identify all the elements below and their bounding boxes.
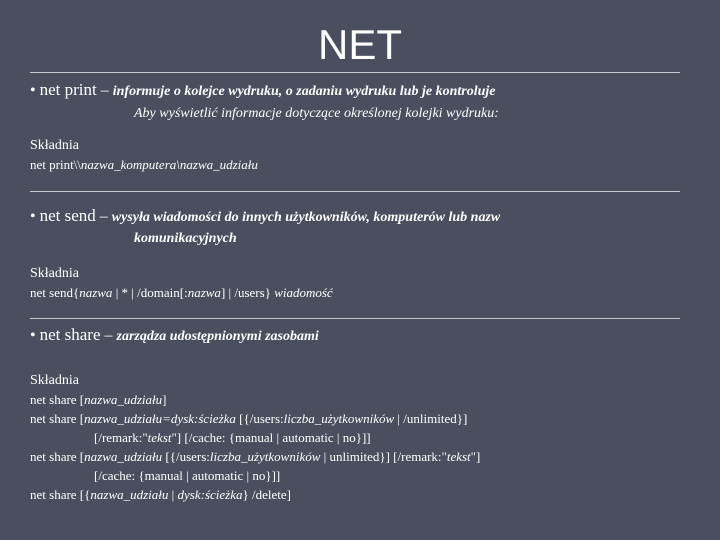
section-net-share xyxy=(30,324,690,504)
syntax-text: net print\\ xyxy=(30,157,81,172)
syntax-line xyxy=(30,409,690,428)
syntax-text: net share [ xyxy=(30,392,85,407)
sub-description: Aby wyświetlić informacje dotyczące określonej kolejki wydruku: xyxy=(134,106,499,121)
syntax-line xyxy=(30,485,690,504)
syntax-text: net share [{ xyxy=(30,487,91,502)
command-name: net print xyxy=(39,80,97,99)
syntax-text: [/cache: {manual | automatic | no}]] xyxy=(94,468,281,483)
bullet: • xyxy=(30,208,36,225)
syntax-param: nazwa_komputera xyxy=(80,157,177,172)
syntax-label: Składnia xyxy=(30,138,79,153)
bullet-line xyxy=(30,205,690,229)
syntax-param: \ xyxy=(176,157,180,172)
syntax-text: | /unlimited}] xyxy=(394,411,468,426)
syntax-param: nazwa xyxy=(79,285,113,300)
bullet-line xyxy=(30,79,690,103)
dash: – xyxy=(100,327,117,344)
dash: – xyxy=(96,82,113,99)
syntax-param: nazwa_udziału=dysk:ścieżka xyxy=(84,411,236,426)
divider xyxy=(30,318,680,319)
syntax-line xyxy=(30,155,690,174)
slide-title: NET xyxy=(318,21,402,68)
syntax-label: Składnia xyxy=(30,266,79,281)
syntax-text: net share [ xyxy=(30,411,85,426)
syntax-param: tekst xyxy=(446,449,471,464)
syntax-text: "] xyxy=(470,449,481,464)
syntax-param: tekst xyxy=(147,430,172,445)
syntax-param: nazwa_udziału xyxy=(90,487,169,502)
dash: – xyxy=(95,208,112,225)
syntax-param: dysk:ścieżka xyxy=(177,487,243,502)
divider xyxy=(30,191,680,192)
bullet: • xyxy=(30,327,36,344)
syntax-line xyxy=(30,283,690,302)
command-description: informuje o kolejce wydruku, o zadaniu wydruku lub je kontroluje xyxy=(112,84,496,99)
syntax-text: [{/users: xyxy=(162,449,210,464)
syntax-text: [/remark:" xyxy=(94,430,148,445)
section-net-send xyxy=(30,205,690,302)
syntax-label: Składnia xyxy=(30,373,79,388)
syntax-text: net share [ xyxy=(30,449,85,464)
syntax-line xyxy=(30,466,690,485)
syntax-param: liczba_użytkowników xyxy=(283,411,395,426)
syntax-line xyxy=(30,428,690,447)
syntax-text: [{/users: xyxy=(235,411,284,426)
syntax-text: } /delete] xyxy=(242,487,291,502)
command-name: net send xyxy=(39,206,96,225)
command-name: net share xyxy=(39,325,101,344)
syntax-text: | unlimited}] [/remark:" xyxy=(320,449,447,464)
syntax-param: nazwa_udziału xyxy=(179,157,258,172)
syntax-line xyxy=(30,390,690,409)
syntax-text: "] [/cache: {manual | automatic | no}]] xyxy=(171,430,371,445)
syntax-param: liczba_użytkowników xyxy=(209,449,321,464)
syntax-text: ] | /users} xyxy=(220,285,275,300)
divider xyxy=(30,72,680,73)
bullet: • xyxy=(30,82,36,99)
syntax-param: nazwa_udziału xyxy=(84,392,163,407)
syntax-param: wiadomość xyxy=(274,285,333,300)
command-description: zarządza udostępnionymi zasobami xyxy=(116,329,319,344)
syntax-text: | * | /domain[: xyxy=(112,285,188,300)
syntax-line xyxy=(30,447,690,466)
syntax-text: net send{ xyxy=(30,285,80,300)
section-net-print xyxy=(30,79,690,174)
syntax-param: nazwa_udziału xyxy=(84,449,163,464)
sub-description: komunikacyjnych xyxy=(134,231,237,246)
syntax-text: ] xyxy=(162,392,167,407)
syntax-text: | xyxy=(168,487,178,502)
command-description: wysyła wiadomości do innych użytkowników, komputerów lub nazw xyxy=(111,210,501,225)
bullet-line xyxy=(30,324,690,348)
syntax-param: nazwa xyxy=(187,285,221,300)
